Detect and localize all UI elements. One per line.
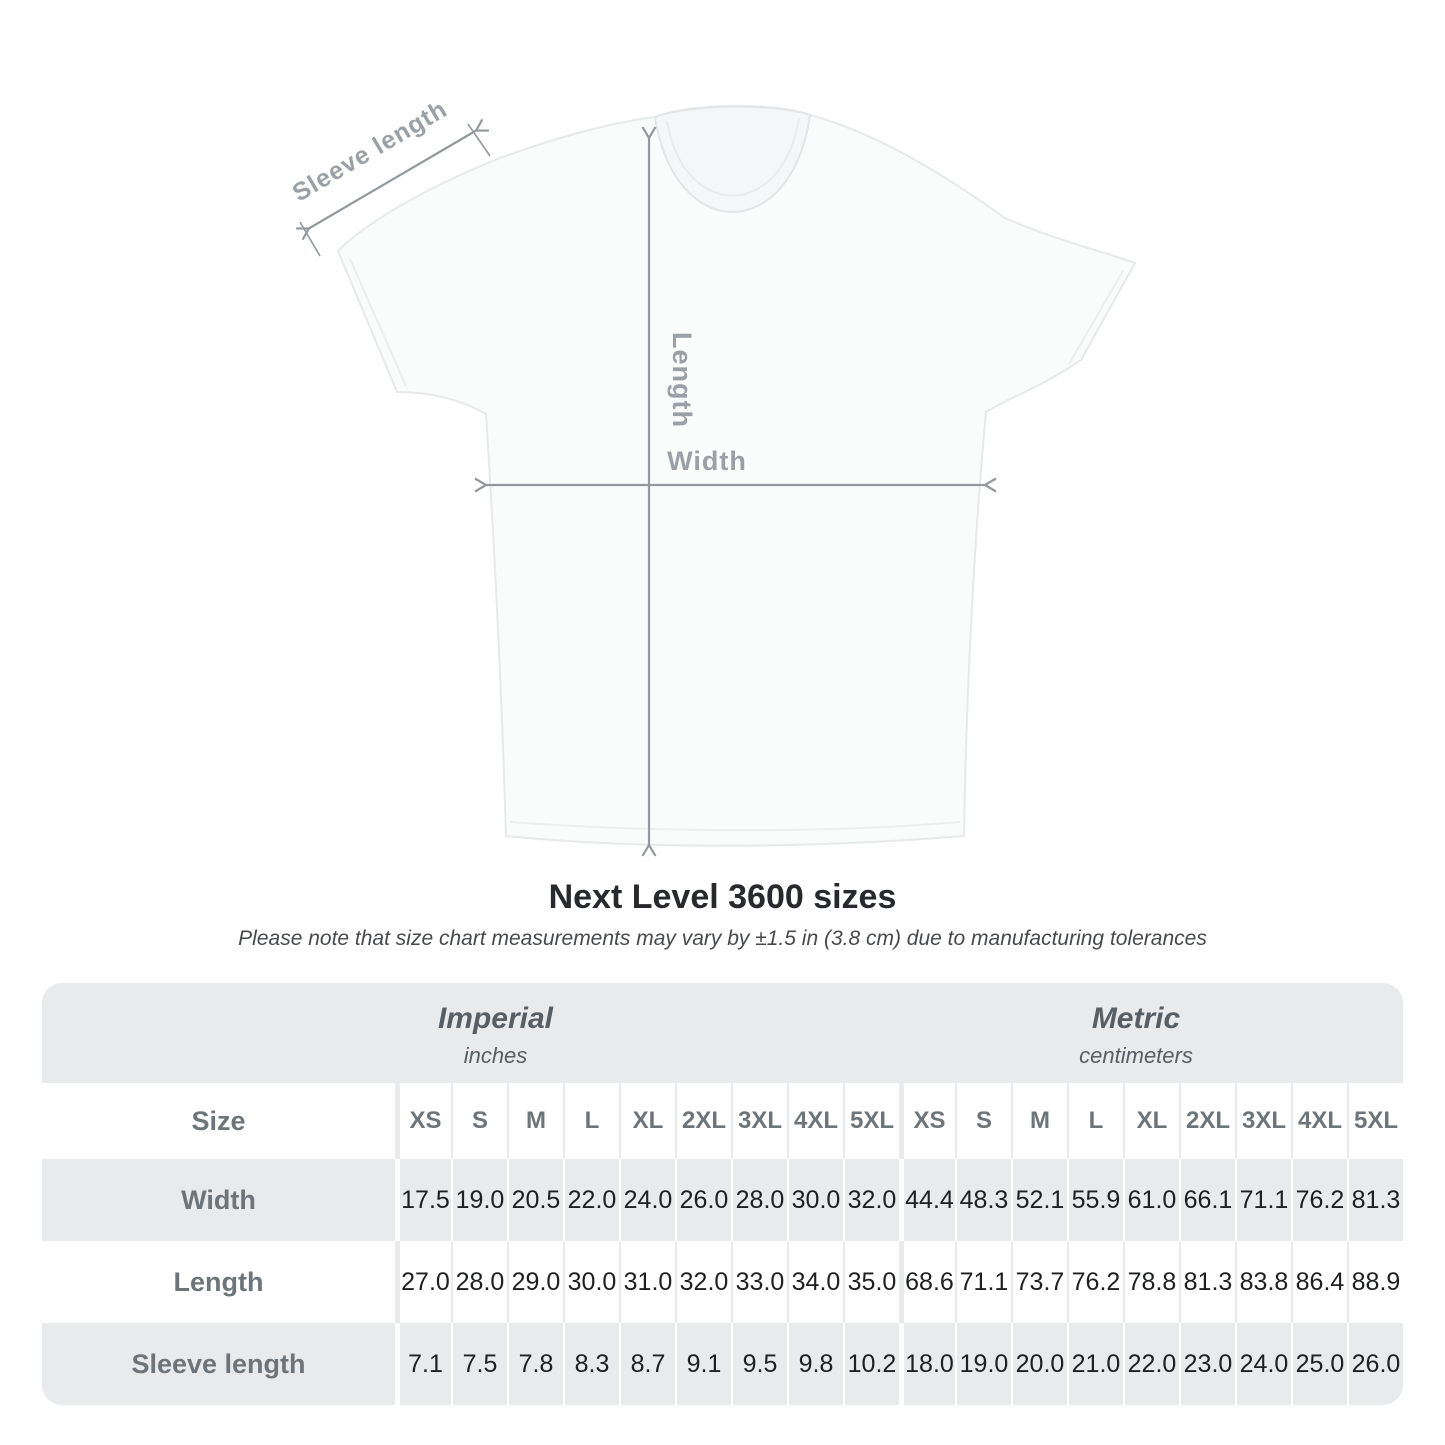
size-col-imperial-3xl: 3XL: [731, 1083, 787, 1159]
table-cell: 35.0: [843, 1241, 899, 1323]
table-cell: 34.0: [787, 1241, 843, 1323]
table-cell: 7.5: [451, 1323, 507, 1405]
size-header-row: [42, 1083, 1403, 1159]
unit-header-band: [42, 983, 1403, 1083]
table-cell: 68.6: [899, 1241, 955, 1323]
table-cell: 17.5: [395, 1159, 451, 1241]
imperial-unit: inches: [463, 1042, 528, 1068]
size-col-imperial-m: M: [507, 1083, 563, 1159]
table-cell: 9.1: [675, 1323, 731, 1405]
table-cell: 86.4: [1291, 1241, 1347, 1323]
table-cell: 83.8: [1235, 1241, 1291, 1323]
metric-title: Metric: [1091, 1001, 1181, 1035]
table-rows: [42, 1159, 1403, 1405]
table-cell: 21.0: [1067, 1323, 1123, 1405]
table-cell: 19.0: [451, 1159, 507, 1241]
table-cell: 20.0: [1011, 1323, 1067, 1405]
size-col-imperial-5xl: 5XL: [843, 1083, 899, 1159]
table-cell: 71.1: [1235, 1159, 1291, 1241]
size-col-metric-xl: XL: [1123, 1083, 1179, 1159]
size-col-imperial-4xl: 4XL: [787, 1083, 843, 1159]
size-col-metric-xs: XS: [899, 1083, 955, 1159]
table-cell: 23.0: [1179, 1323, 1235, 1405]
table-cell: 24.0: [619, 1159, 675, 1241]
table-cell: 20.5: [507, 1159, 563, 1241]
table-cell: 31.0: [619, 1241, 675, 1323]
table-cell: 33.0: [731, 1241, 787, 1323]
table-cell: 30.0: [787, 1159, 843, 1241]
table-cell: 25.0: [1291, 1323, 1347, 1405]
size-col-imperial-l: L: [563, 1083, 619, 1159]
table-row-length: [42, 1241, 1403, 1323]
imperial-header: [42, 983, 899, 1083]
size-col-metric-3xl: 3XL: [1235, 1083, 1291, 1159]
table-cell: 76.2: [1067, 1241, 1123, 1323]
sleeve-length-label: Sleeve length: [287, 94, 453, 208]
size-chart-table: [42, 983, 1403, 1405]
table-cell: 7.8: [507, 1323, 563, 1405]
table-cell: 55.9: [1067, 1159, 1123, 1241]
table-cell: 76.2: [1291, 1159, 1347, 1241]
table-cell: 28.0: [451, 1241, 507, 1323]
table-cell: 78.8: [1123, 1241, 1179, 1323]
sleeve-extension-tick-top: [468, 124, 490, 156]
width-label: Width: [667, 446, 747, 476]
table-cell: 30.0: [563, 1241, 619, 1323]
table-row-sleeve-length: [42, 1323, 1403, 1405]
table-cell: 71.1: [955, 1241, 1011, 1323]
tolerance-note: Please note that size chart measurements may vary by ±1.5 in (3.8 cm) due to manufacturing tolerances: [238, 927, 1207, 950]
size-col-metric-5xl: 5XL: [1347, 1083, 1403, 1159]
table-cell: 22.0: [1123, 1323, 1179, 1405]
table-cell: 32.0: [675, 1241, 731, 1323]
table-cell: 27.0: [395, 1241, 451, 1323]
table-cell: 10.2: [843, 1323, 899, 1405]
table-cell: 44.4: [899, 1159, 955, 1241]
table-cell: 81.3: [1347, 1159, 1403, 1241]
metric-header: [899, 983, 1403, 1083]
table-cell: 22.0: [563, 1159, 619, 1241]
table-cell: 24.0: [1235, 1323, 1291, 1405]
table-cell: 26.0: [675, 1159, 731, 1241]
size-col-metric-4xl: 4XL: [1291, 1083, 1347, 1159]
table-cell: 26.0: [1347, 1323, 1403, 1405]
table-cell: 9.5: [731, 1323, 787, 1405]
row-label-width: Width: [181, 1184, 256, 1215]
table-cell: 29.0: [507, 1241, 563, 1323]
size-col-imperial-2xl: 2XL: [675, 1083, 731, 1159]
table-cell: 18.0: [899, 1323, 955, 1405]
row-label-sleeve-length: Sleeve length: [131, 1348, 306, 1379]
size-col-imperial-xs: XS: [395, 1083, 451, 1159]
table-cell: 9.8: [787, 1323, 843, 1405]
size-row-label: Size: [191, 1105, 246, 1136]
table-cell: 8.7: [619, 1323, 675, 1405]
metric-unit: centimeters: [1079, 1042, 1193, 1068]
table-cell: 7.1: [395, 1323, 451, 1405]
table-cell: 66.1: [1179, 1159, 1235, 1241]
table-row-width: [42, 1159, 1403, 1241]
table-cell: 61.0: [1123, 1159, 1179, 1241]
table-cell: 8.3: [563, 1323, 619, 1405]
imperial-title: Imperial: [437, 1001, 554, 1035]
row-label-length: Length: [173, 1266, 264, 1297]
size-col-imperial-xl: XL: [619, 1083, 675, 1159]
size-col-metric-s: S: [955, 1083, 1011, 1159]
size-col-metric-l: L: [1067, 1083, 1123, 1159]
table-cell: 52.1: [1011, 1159, 1067, 1241]
table-cell: 48.3: [955, 1159, 1011, 1241]
table-cell: 19.0: [955, 1323, 1011, 1405]
table-cell: 81.3: [1179, 1241, 1235, 1323]
page-title: Next Level 3600 sizes: [548, 878, 897, 916]
size-col-metric-m: M: [1011, 1083, 1067, 1159]
table-cell: 73.7: [1011, 1241, 1067, 1323]
size-col-imperial-s: S: [451, 1083, 507, 1159]
table-cell: 32.0: [843, 1159, 899, 1241]
length-label: Length: [667, 332, 697, 428]
table-cell: 88.9: [1347, 1241, 1403, 1323]
table-cell: 28.0: [731, 1159, 787, 1241]
size-col-metric-2xl: 2XL: [1179, 1083, 1235, 1159]
